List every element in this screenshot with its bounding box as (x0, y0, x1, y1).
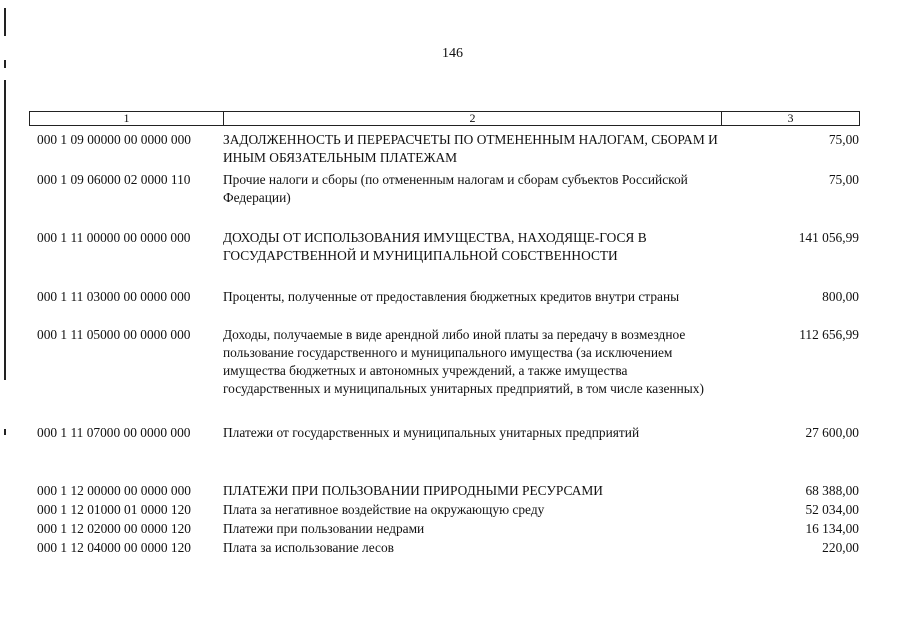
row-description: Платежи от государственных и муниципальных унитарных предприятий (223, 425, 640, 440)
table-row (37, 131, 859, 167)
header-col-3: 3 (787, 111, 794, 125)
row-code: 000 1 11 00000 00 0000 000 (37, 230, 191, 245)
row-code: 000 1 11 03000 00 0000 000 (37, 289, 191, 304)
margin-mark (4, 80, 6, 380)
row-amount: 141 056,99 (798, 230, 859, 245)
row-amount: 75,00 (828, 132, 859, 147)
row-code: 000 1 11 07000 00 0000 000 (37, 425, 191, 440)
row-description: Плата за негативное воздействие на окружающую среду (223, 502, 545, 517)
table-row (37, 171, 859, 207)
table-row (37, 520, 859, 538)
margin-mark (4, 8, 6, 36)
row-description: ЗАДОЛЖЕННОСТЬ И ПЕРЕРАСЧЕТЫ ПО ОТМЕНЕННЫМ НАЛОГАМ, СБОРАМ И ИНЫМ ОБЯЗАТЕЛЬНЫМ ПЛАТЕЖАМ (223, 132, 718, 165)
row-amount: 800,00 (822, 289, 859, 304)
table-row (37, 229, 859, 265)
table-row (37, 326, 859, 398)
page-number: 146 (442, 46, 463, 61)
row-code: 000 1 09 00000 00 0000 000 (37, 132, 191, 147)
row-description: Проценты, полученные от предоставления бюджетных кредитов внутри страны (223, 289, 680, 304)
row-code: 000 1 12 00000 00 0000 000 (37, 483, 191, 498)
row-code: 000 1 12 02000 00 0000 120 (37, 521, 191, 536)
header-col-1: 1 (30, 112, 224, 125)
row-description: Доходы, получаемые в виде арендной либо иной платы за передачу в возмездное пользование государственного и муниципального имущества (за исключением имущества бюджетных и автономных учреждений, а также имущества государственных и муниципальных унитарных предприятий, в том числе казенных) (223, 327, 704, 396)
row-amount: 16 134,00 (805, 521, 859, 536)
row-amount: 68 388,00 (805, 483, 859, 498)
row-code: 000 1 12 01000 01 0000 120 (37, 502, 191, 517)
row-description: Платежи при пользовании недрами (223, 521, 425, 536)
row-amount: 27 600,00 (805, 425, 859, 440)
table-row (37, 424, 859, 442)
row-code: 000 1 11 05000 00 0000 000 (37, 327, 191, 342)
row-description: Прочие налоги и сборы (по отмененным налогам и сборам субъектов Российской Федерации) (223, 172, 688, 205)
row-description: Плата за использование лесов (223, 540, 394, 555)
row-amount: 112 656,99 (799, 327, 859, 342)
table-row (37, 288, 859, 306)
table-row (37, 501, 859, 519)
table-header (29, 111, 860, 126)
table-row (37, 482, 859, 500)
row-code: 000 1 12 04000 00 0000 120 (37, 540, 191, 555)
row-description: ПЛАТЕЖИ ПРИ ПОЛЬЗОВАНИИ ПРИРОДНЫМИ РЕСУРСАМИ (223, 483, 603, 498)
row-amount: 52 034,00 (805, 502, 859, 517)
margin-mark (4, 429, 6, 435)
row-code: 000 1 09 06000 02 0000 110 (37, 172, 191, 187)
row-description: ДОХОДЫ ОТ ИСПОЛЬЗОВАНИЯ ИМУЩЕСТВА, НАХОДЯЩЕ-ГОСЯ В ГОСУДАРСТВЕННОЙ И МУНИЦИПАЛЬНОЙ СОБСТВЕННОСТИ (223, 230, 647, 263)
table-row (37, 539, 859, 557)
header-col-2: 2 (224, 112, 722, 125)
row-amount: 75,00 (828, 172, 859, 187)
row-amount: 220,00 (822, 540, 859, 555)
